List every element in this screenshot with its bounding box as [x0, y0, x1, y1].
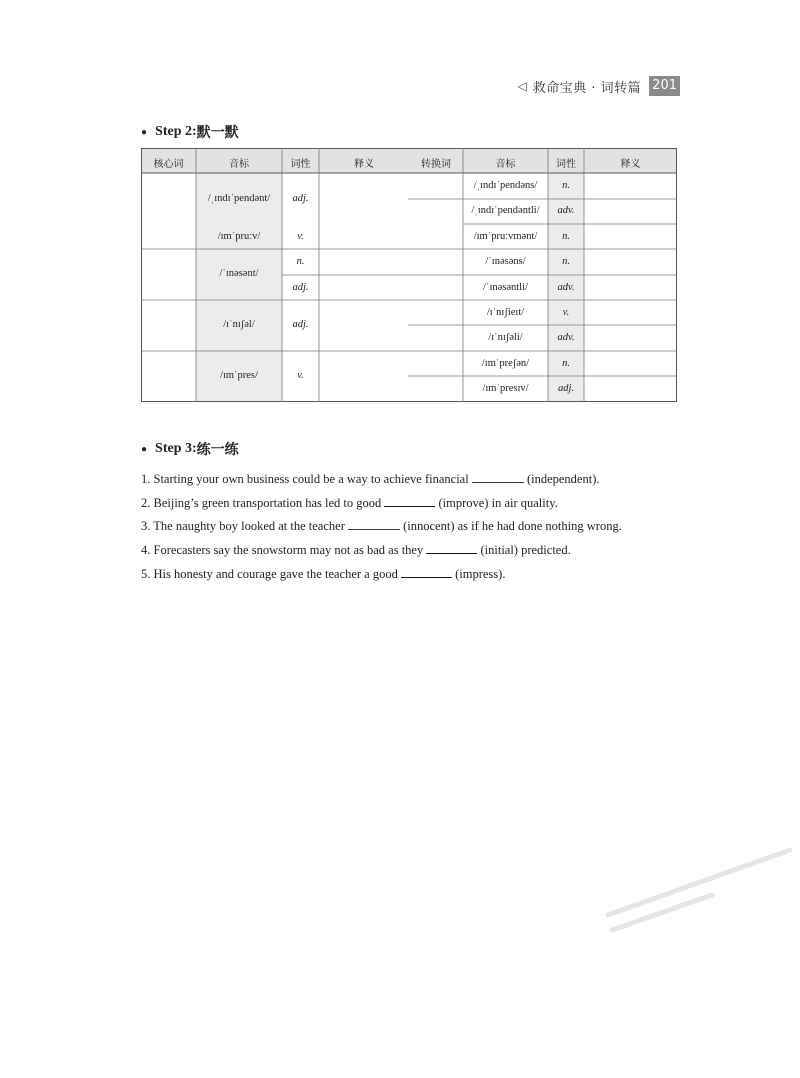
header-pos: 词性 [290, 159, 311, 170]
derived-pos-cell: n. [562, 180, 570, 191]
answer-blank[interactable] [348, 518, 400, 530]
pos-cell: adj. [292, 282, 309, 293]
triangle-icon: ◁ [517, 79, 527, 93]
answer-blank[interactable] [384, 495, 435, 507]
header-derived-ipa: 音标 [495, 159, 516, 170]
ipa-cell: /ˈɪnəsənt/ [219, 268, 259, 279]
exercise-item [141, 495, 558, 511]
derived-ipa-cell: /ɪmˈpresɪv/ [482, 383, 529, 394]
derived-pos-cell: adj. [557, 383, 575, 394]
step2-title: 默一默 [196, 125, 239, 141]
answer-blank[interactable] [426, 542, 477, 554]
exercise-text: 1. Starting your own business could be a way to achieve financial [141, 472, 472, 486]
pos-cell: n. [296, 256, 305, 267]
exercise-item [141, 542, 571, 558]
derived-ipa-cell: /ˈɪnəsəns/ [485, 256, 526, 267]
exercise-hint: (innocent) as if he had done nothing wrong. [400, 519, 622, 533]
derived-ipa-cell: /ɪˈnɪʃəli/ [488, 332, 523, 343]
header-derived-meaning: 释义 [620, 159, 641, 170]
step2-heading [141, 122, 239, 142]
header-core-word: 核心词 [153, 159, 184, 170]
running-header [500, 76, 680, 96]
derived-ipa-cell: /ˌɪndɪˈpendəns/ [473, 180, 538, 191]
header-derived-word: 转换词 [421, 159, 451, 170]
vocab-table [141, 148, 677, 402]
exercise-hint: (independent). [523, 472, 600, 486]
derived-pos-cell: n. [562, 231, 570, 242]
derived-ipa-cell: /ˌɪndɪˈpendəntli/ [471, 205, 540, 216]
step3-label: Step 3: [155, 441, 197, 456]
step3-heading [141, 439, 239, 459]
exercise-hint: (initial) predicted. [477, 543, 571, 557]
ipa-cell: /ɪˈnɪʃəl/ [223, 319, 255, 330]
derived-pos-cell: v. [562, 307, 570, 318]
exercise-text: 4. Forecasters say the snowstorm may not as bad as they [141, 543, 427, 557]
derived-pos-cell: adv. [557, 282, 575, 293]
exercise-item [141, 518, 622, 534]
pos-cell: adj. [292, 193, 309, 204]
header-meaning: 释义 [354, 159, 374, 170]
ipa-cell: /ɪmˈpres/ [220, 370, 258, 381]
pos-cell: adj. [292, 319, 309, 330]
derived-pos-cell: adv. [557, 332, 575, 343]
derived-ipa-cell: /ɪmˈpreʃən/ [481, 358, 530, 369]
exercise-text: 2. Beijing’s green transportation has led to good [141, 496, 385, 510]
derived-ipa-cell: /ɪˈnɪʃieɪt/ [486, 307, 525, 318]
answer-blank[interactable] [472, 471, 524, 483]
pos-cell: v. [297, 231, 304, 242]
derived-pos-cell: adv. [557, 205, 575, 216]
exercise-text: 5. His honesty and courage gave the teacher a good [141, 567, 401, 581]
pos-cell: v. [297, 370, 304, 381]
ipa-cell: /ɪmˈpruːv/ [217, 231, 261, 242]
exercise-item [141, 471, 600, 487]
bullet-icon: ● [141, 443, 148, 455]
ipa-cell: /ˌɪndɪˈpendənt/ [207, 193, 271, 204]
bullet-icon: ● [141, 126, 148, 138]
answer-blank[interactable] [401, 566, 452, 578]
derived-ipa-cell: /ɪmˈpruːvmənt/ [473, 231, 538, 242]
derived-ipa-cell: /ˈɪnəsəntli/ [483, 282, 528, 293]
page-number: 201 [649, 76, 680, 96]
derived-pos-cell: n. [562, 358, 570, 369]
exercise-text: 3. The naughty boy looked at the teacher [141, 519, 348, 533]
exercise-item [141, 566, 505, 582]
exercise-hint: (improve) in air quality. [435, 496, 558, 510]
step2-label: Step 2: [155, 124, 197, 139]
exercise-hint: (impress). [451, 567, 506, 581]
book-title: 救命宝典 · 词转篇 [532, 80, 642, 96]
header-ipa: 音标 [229, 159, 249, 170]
derived-pos-cell: n. [562, 256, 570, 267]
step3-title: 练一练 [196, 442, 239, 458]
header-derived-pos: 词性 [556, 159, 576, 170]
